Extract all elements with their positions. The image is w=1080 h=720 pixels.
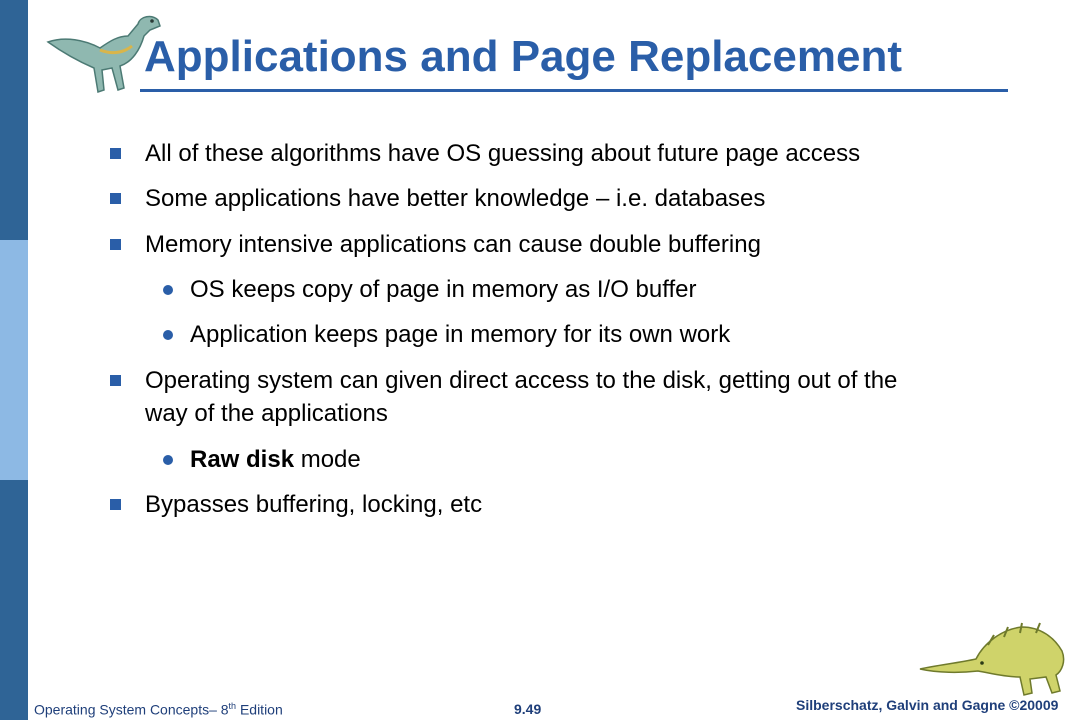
round-bullet-icon <box>163 455 173 465</box>
bullet-text: Memory intensive applications can cause double buffering <box>145 231 761 258</box>
band-segment-middle <box>0 240 28 480</box>
bullet-text: Some applications have better knowledge – i.e. databases <box>145 185 766 212</box>
sub-bullet-text: Application keeps page in memory for its own work <box>190 321 731 348</box>
round-bullet-icon <box>163 330 173 340</box>
sub-bullet-text: OS keeps copy of page in memory as I/O buffer <box>190 276 697 303</box>
left-color-band <box>0 0 28 720</box>
bullet-text: All of these algorithms have OS guessing about future page access <box>145 140 861 167</box>
sub-bullet-text <box>190 443 361 476</box>
footer-book-title <box>34 701 283 718</box>
bullet-text-line-1: Operating system can given direct access to the disk, getting out of the <box>145 367 898 394</box>
term-suffix: mode <box>294 446 361 473</box>
footer-page-number: 9.49 <box>514 701 542 717</box>
square-bullet-icon <box>110 193 121 204</box>
bullet-text: Bypasses buffering, locking, etc <box>145 491 483 518</box>
bold-term: Raw disk <box>190 446 295 473</box>
footer-title-superscript: th <box>228 701 237 711</box>
footer-title-main: Operating System Concepts– 8 <box>34 701 229 718</box>
square-bullet-icon <box>110 148 121 159</box>
bullet-text-line-2: way of the applications <box>145 400 388 427</box>
square-bullet-icon <box>110 375 121 386</box>
band-segment-top <box>0 0 28 240</box>
round-bullet-icon <box>163 285 173 295</box>
title-underline <box>140 89 1008 92</box>
footer-title-edition: Edition <box>236 701 283 718</box>
dinosaur-logo-bottom <box>918 615 1068 697</box>
square-bullet-icon <box>110 499 121 510</box>
band-segment-bottom <box>0 480 28 720</box>
square-bullet-icon <box>110 239 121 250</box>
footer-copyright: Silberschatz, Galvin and Gagne ©20009 <box>796 697 1059 713</box>
slide-title: Applications and Page Replacement <box>144 32 902 81</box>
